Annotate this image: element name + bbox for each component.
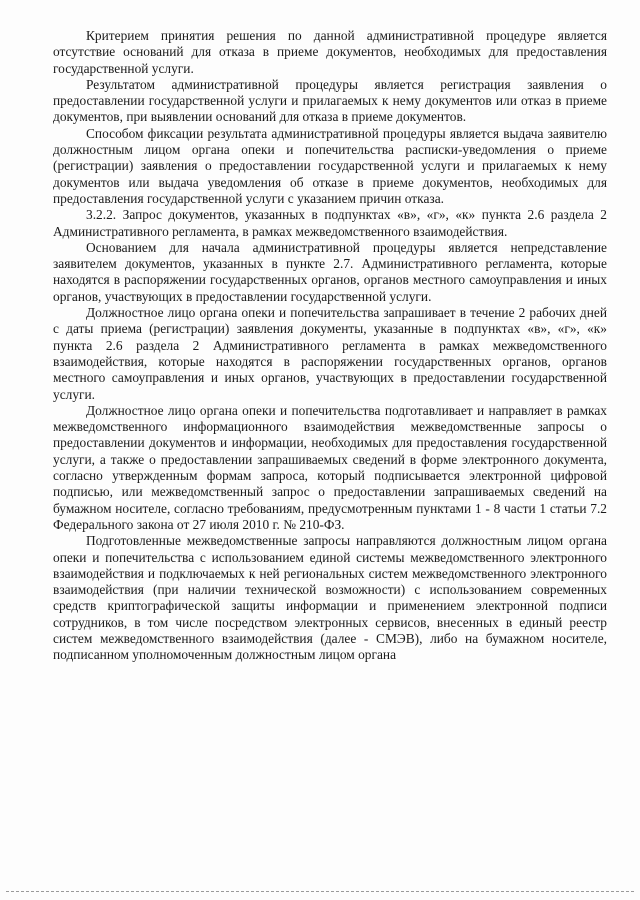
paragraph-decision-criterion: Критерием принятия решения по данной административной процедуре является отсутствие оснований для отказа в приеме документов, необходимых для предоставления государственной услуги. [53, 28, 607, 76]
paragraph-request-sending: Подготовленные межведомственные запросы направляются должностным лицом органа опеки и попечительства с использованием единой системы межведомственного электронного взаимодействия и подключаемых к ней региональных систем межведомственного электронного взаимодействия (при наличии технической возможности) с использованием современных средств криптографической защиты информации и применением электронной подписи сотрудников, в том числе посредством электронных сервисов, внесенных в единый реестр систем межведомственного взаимодействия (далее - СМЭВ), либо на бумажном носителе, подписанном уполномоченным должностным лицом органа [53, 533, 607, 663]
paragraph-result-fixation: Способом фиксации результата административной процедуры является выдача заявителю должностным лицом органа опеки и попечительства расписки-уведомления о приеме (регистрации) заявления о предоставлении государственной услуги и прилагаемых к нему документов или выдача уведомления об отказе в приеме документов, необходимых для предоставления государственной услуги с указанием причин отказа. [53, 125, 607, 206]
paragraph-procedure-basis: Основанием для начала административной процедуры является непредставление заявителем документов, указанных в пункте 2.7. Административного регламента, которые находятся в распоряжении государственных органов, органов местного самоуправления и иных органов, участвующих в предоставлении государственной услуги. [53, 239, 607, 304]
paragraph-section-3-2-2-heading: 3.2.2. Запрос документов, указанных в подпунктах «в», «г», «к» пункта 2.6 раздела 2 Административного регламента, в рамках межведомственного взаимодействия. [53, 207, 607, 239]
page-bottom-divider [6, 891, 634, 892]
paragraph-request-preparation: Должностное лицо органа опеки и попечительства подготавливает и направляет в рамках межведомственного информационного взаимодействия межведомственные запросы о предоставлении документов и информации, необходимых для предоставления государственной услуги, а также о предоставлении запрашиваемых сведений в форме электронного документа, согласно утвержденным формам запроса, который подписывается электронной цифровой подписью, или межведомственный запрос о предоставлении запрашиваемых сведений на бумажном носителе, согласно требованиям, предусмотренным пунктами 1 - 8 части 1 статьи 7.2 Федерального закона от 27 июля 2010 г. № 210-ФЗ. [53, 402, 607, 532]
paragraph-procedure-result: Результатом административной процедуры является регистрация заявления о предоставлении государственной услуги и прилагаемых к нему документов или отказ в приеме документов, при выявлении оснований для отказа в приеме документов. [53, 76, 607, 125]
document-body [53, 28, 607, 664]
paragraph-request-timing: Должностное лицо органа опеки и попечительства запрашивает в течение 2 рабочих дней с даты приема (регистрации) заявления документы, указанные в подпунктах «в», «г», «к» пункта 2.6 раздела 2 Административного регламента в рамках межведомственного взаимодействия, которые находятся в распоряжении государственных органов, органов местного самоуправления и иных органов, участвующих в предоставлении государственной услуги. [53, 305, 607, 402]
